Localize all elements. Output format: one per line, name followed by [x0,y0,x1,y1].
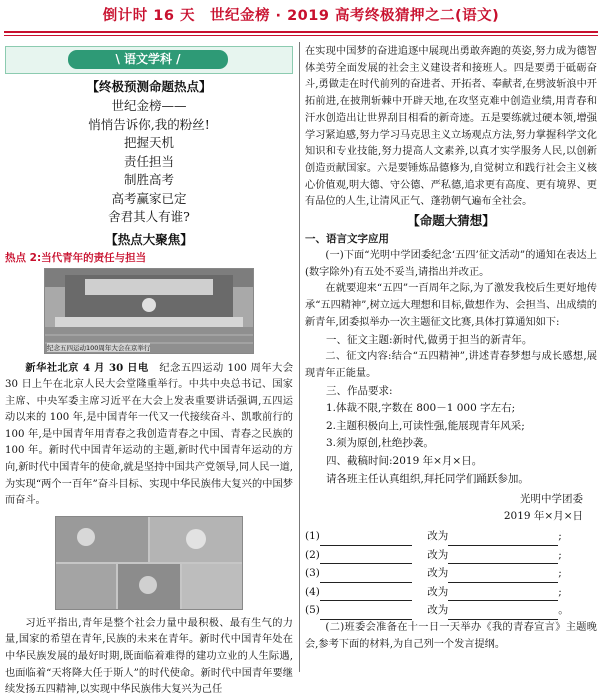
correction-row: (3) 改为 ; [305,564,597,583]
poem-line: 高考赢家已定 [111,190,187,206]
poem-line: 责任担当 [123,153,174,169]
article-continued: 在实现中国梦的奋进追逐中展现出勇敢奔跑的英姿,努力成为德智体美劳全面发展的社会主义建设者和接班人。四是要勇于砥砺奋斗,勇做走在时代前列的奋进者、开拓者、奉献者,在劈波斩浪中开拓前进,在披荆斩棘中开辟天地,在攻坚克难中创造业绩,用青春和汗水创造出让世界刮目相看的新奇迹。五是要练就过硬本领,增强学习紧迫感,努力学习马克思主义立场观点方法,努力掌握科学文化知识和专业技能,努力提高人文素养,以真才实学服务人民,以创新创造贡献国家。六是要锤炼品德修为,自觉树立和践行社会主义核心价值观,明大德、守公德、严私德,追求更有高度、更有境界、更有品位的人生,让清风正气、蓬勃朝气遍布全社会。 [305,46,597,208]
article-paragraph-2: 习近平指出,青年是整个社会力量中最积极、最有生气的力量,国家的希望在青年,民族的未来在青年。新时代中国青年处在中华民族发展的最好时期,既面临着难得的建功立业的人生际遇,也面临着“天将降大任于斯人”的时代使命。新时代中国青年要继续发扬五四精神,以实现中华民族伟大复兴为己任 [5,617,293,696]
subject-banner [5,46,293,74]
assembly-hall-image [45,269,253,353]
answer-blank[interactable] [320,571,412,583]
slogan-poem [5,97,293,227]
header-rule [4,31,598,33]
poem-line: 舍君其人有谁? [108,209,190,224]
notice-item: 三、作品要求: [326,384,393,397]
poem-line: 制胜高考 [123,172,174,187]
youth-collage-image [56,517,242,609]
notice-item: 请各班主任认真组织,拜托同学们踊跃参加。 [326,472,529,485]
left-column [5,46,293,699]
notice-item: 2.主题积极向上,可读性强,能展现青年风采; [326,419,525,432]
notice-date: 2019 年×月×日 [503,510,583,523]
question-2-prompt: (二)班委会准备在十一日一天举办《我的青春宣言》主题晚会,参考下面的材料,为自己列一个发言提纲。 [305,622,597,650]
section-title-guess: 【命题大猜想】 [407,213,495,229]
notice-item: 一、征文主题:新时代,做勇于担当的新青年。 [326,333,533,346]
article-dateline: 新华社北京 4 月 30 日电 [25,361,149,374]
news-photo-collage [55,516,243,610]
news-photo-assembly [44,268,254,354]
answer-blank[interactable] [448,571,558,583]
section-title-forecast: 【终极预测命题热点】 [86,79,212,94]
correction-row: (5) 改为 。 [305,601,597,620]
poem-line: 世纪金榜—— [111,98,187,113]
article-paragraph [5,360,293,510]
answer-blank[interactable] [448,534,558,546]
answer-blank[interactable] [320,589,412,601]
poem-line: 把握天机 [123,135,174,150]
correction-row: (1) 改为 ; [305,527,597,546]
correction-row: (4) 改为 ; [305,583,597,602]
right-column [305,44,597,653]
article-text: 纪念五四运动 100 周年大会 30 日上午在北京人民大会堂隆重举行。中共中央总书记、国家主席、中央军委主席习近平在大会上发表重要讲话强调,五四运动以来的 100 年,是中国青年一代又一代接续奋斗、凯歌前行的 100 年,是中国青年用青春之我创造青春之中国、青春之民族的 100 年。新时代中国青年运动的主题,新时代中国青年运动的方向,新时代中国青年的使命,就是坚持中国共产党领导,同人民一道,为实现“两个一百年”奋斗目标、实现中华民族伟大复兴的中国梦而奋斗。 [5,362,294,507]
header-rule-thin [4,35,598,36]
notice-item: 二、征文内容:结合“五四精神”,讲述青春梦想与成长感想,展现青年正能量。 [305,351,597,379]
answer-blank[interactable] [448,552,558,564]
answer-blank[interactable] [448,589,558,601]
subject-banner-label: \ 语文学科 / [68,50,228,69]
page-header: 倒计时 16 天 世纪金榜 · 2019 高考终极猜押之二(语文) [102,8,500,24]
notice-signature: 光明中学团委 [520,493,583,506]
poem-line: 悄悄告诉你,我的粉丝! [88,116,210,132]
notice-item: 1.体裁不限,字数在 800－1 000 字左右; [326,402,516,415]
question-1-prompt: (一)下面“光明中学团委纪念‘五四’征文活动”的通知在表达上(数字除外)有五处不妥当,请指出并改正。 [305,250,597,278]
part-heading: 一、语言文字应用 [305,233,389,246]
answer-blank[interactable] [448,608,558,620]
answer-blank[interactable] [320,608,412,620]
notice-item: 四、截稿时间:2019 年×月×日。 [326,454,483,467]
notice-item: 3.须为原创,杜绝抄袭。 [326,437,434,450]
photo-caption: 纪念五四运动100周年大会在京举行 [47,343,151,352]
answer-blank[interactable] [320,552,412,564]
answer-blank[interactable] [320,534,412,546]
hotspot-heading: 热点 2:当代青年的责任与担当 [5,251,147,264]
section-title-hot: 【热点大聚焦】 [105,231,193,247]
column-divider [299,42,300,672]
correction-row: (2) 改为 ; [305,546,597,565]
notice-paragraph: 在就要迎来“五四”一百周年之际,为了激发我校后生更好地传承“五四精神”,树立远大理想和目标,做想作为、会担当、出成绩的新青年,团委拟举办一次主题征文比赛,具体打算通知如下: [305,283,597,328]
correction-list [305,527,597,620]
